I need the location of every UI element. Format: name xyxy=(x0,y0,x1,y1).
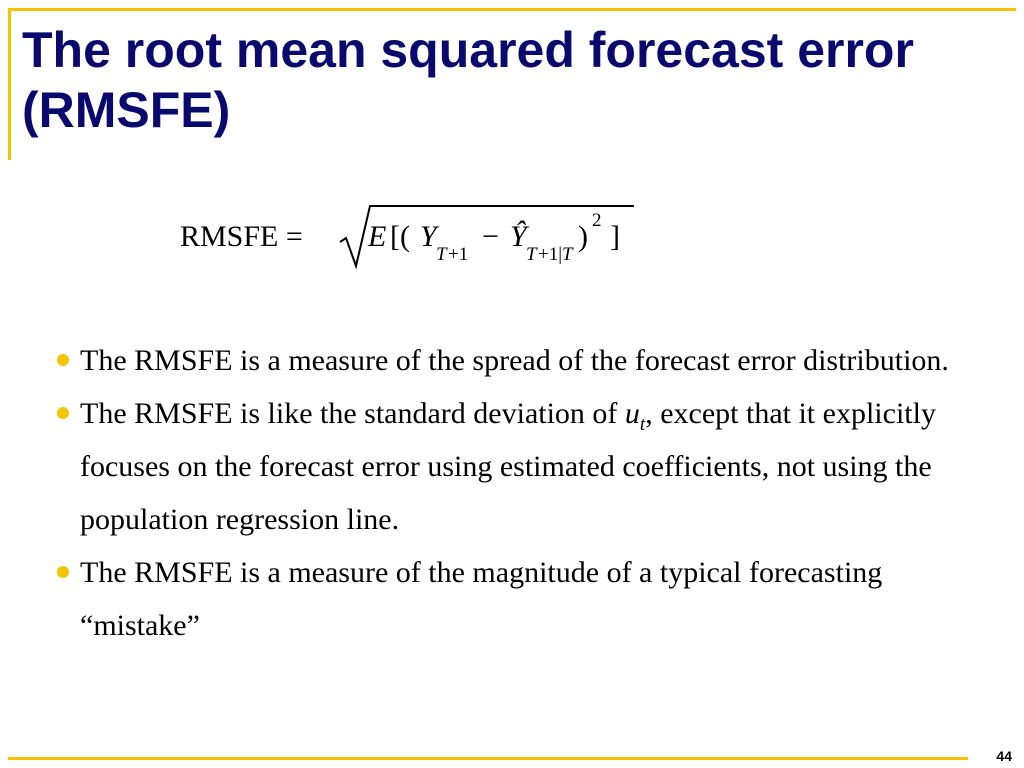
bottom-rule xyxy=(8,757,968,760)
bullet-item xyxy=(55,334,1000,387)
formula-y: Y xyxy=(420,220,437,253)
formula-close-bracket: ] xyxy=(610,220,620,253)
formula-sub-t2: T xyxy=(526,244,537,265)
formula-open: [( xyxy=(390,220,410,253)
page-number: 44 xyxy=(996,748,1012,764)
formula-sub-t: T xyxy=(436,244,447,265)
formula-sub-t3: T xyxy=(562,244,573,265)
formula-y-hat: Ŷ xyxy=(510,220,527,253)
variable-u-subscript: t xyxy=(639,414,646,435)
bullet-dot-icon xyxy=(57,354,69,366)
bullet-list xyxy=(55,334,1000,652)
slide-title: The root mean squared forecast error (RMSFE) xyxy=(22,22,914,138)
top-rule xyxy=(8,8,1016,11)
bullet-dot-icon xyxy=(57,407,69,419)
formula-sub-plus1-bar: +1| xyxy=(538,244,563,265)
bullet-text: The RMSFE is a measure of the magnitude of a typical forecasting “mistake” xyxy=(80,556,883,642)
formula-superscript-2: 2 xyxy=(592,210,602,231)
bullet-dot-icon xyxy=(57,566,69,578)
bullet-text: The RMSFE is a measure of the spread of the forecast error distribution. xyxy=(80,344,949,377)
bullet-text-after: , except that it explicitly focuses on the forecast error using estimated coefficients, not using the population regression line. xyxy=(80,397,936,536)
bullet-item xyxy=(55,546,1000,652)
variable-u: u xyxy=(624,397,640,430)
formula-expectation: E xyxy=(368,220,387,253)
formula-sub-plus1: +1 xyxy=(448,244,469,265)
formula-close-paren: ) xyxy=(578,220,588,253)
formula-minus: − xyxy=(482,220,499,253)
bullet-item xyxy=(55,387,1000,546)
rmsfe-formula xyxy=(180,198,660,278)
formula-lhs: RMSFE = xyxy=(180,220,303,253)
left-rule xyxy=(8,8,11,160)
bullet-text-before: The RMSFE is like the standard deviation of xyxy=(80,397,625,430)
